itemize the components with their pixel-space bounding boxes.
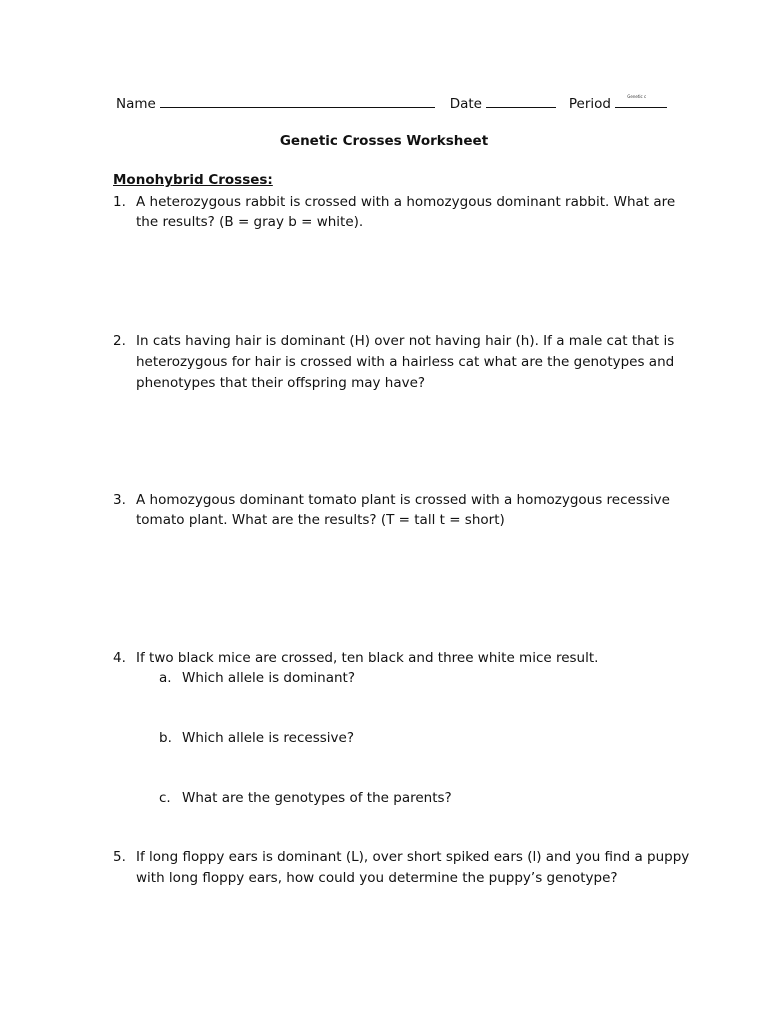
worksheet-title: Genetic Crosses Worksheet [279,133,489,149]
question-1-line-2: the results? (B = gray b = white). [136,214,364,230]
name-label: Name [116,96,156,112]
question-3-line-2: tomato plant. What are the results? (T = tall t = short) [136,512,505,528]
question-2-line-3: phenotypes that their offspring may have? [136,375,426,391]
period-label: Period [568,96,611,112]
section-heading: Monohybrid Crosses: [113,172,273,188]
question-4-line-1: If two black mice are crossed, ten black and three white mice result. [136,650,599,666]
question-4a-letter: a. [159,670,172,686]
date-label: Date [449,96,482,112]
question-4c-text: What are the genotypes of the parents? [182,790,452,806]
question-3-line-1: A homozygous dominant tomato plant is crossed with a homozygous recessive [136,492,670,508]
question-number-3: 3. [113,492,126,508]
question-4b-text: Which allele is recessive? [182,730,354,746]
question-2-line-2: heterozygous for hair is crossed with a hairless cat what are the genotypes and [136,354,675,370]
name-blank[interactable] [160,93,435,108]
question-5-line-2: with long floppy ears, how could you determine the puppy’s genotype? [136,870,618,886]
question-2-line-1: In cats having hair is dominant (H) over not having hair (h). If a male cat that is [136,333,675,349]
question-4a-text: Which allele is dominant? [182,670,356,686]
question-1-line-1: A heterozygous rabbit is crossed with a homozygous dominant rabbit. What are [136,194,676,210]
header-row [116,93,667,114]
question-number-4: 4. [113,650,126,666]
date-blank[interactable] [486,93,556,108]
period-tiny-text: Genetic c [627,94,647,99]
question-number-5: 5. [113,849,126,865]
question-number-1: 1. [113,194,126,210]
question-4b-letter: b. [159,730,172,746]
period-blank[interactable] [615,93,667,108]
question-5-line-1: If long floppy ears is dominant (L), over short spiked ears (l) and you find a puppy [136,849,690,865]
question-4c-letter: c. [159,790,171,806]
question-number-2: 2. [113,333,126,349]
